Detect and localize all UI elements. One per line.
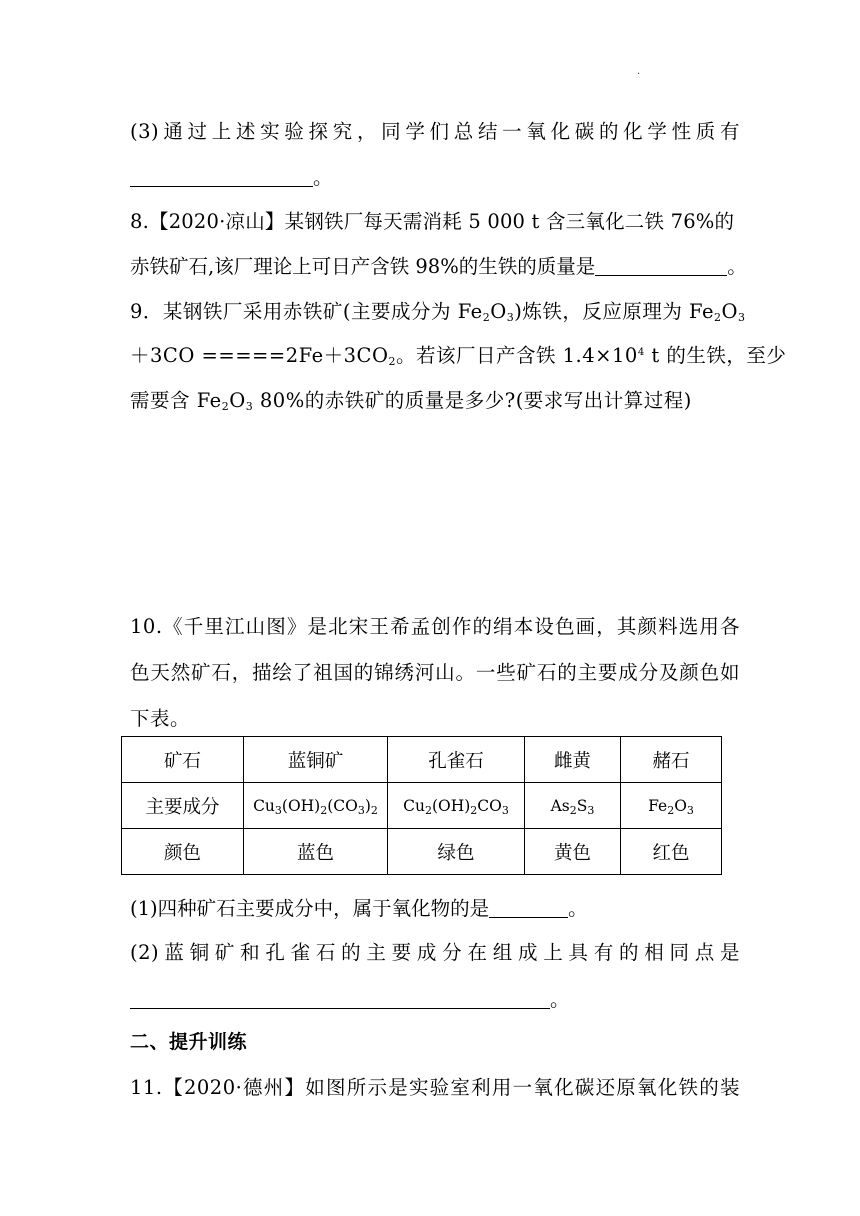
q8-line2-text: 赤铁矿石,该厂理论上可日产含铁 98%的生铁的质量是 [130,255,596,278]
q8-line2 [130,251,747,279]
q10-part1 [130,893,740,921]
cell-hematite-formula: $Fe_2O_3$ [621,783,722,829]
table-row-composition [122,783,722,829]
q9-line2: $+3CO =====2Fe+3CO_2$。若该厂日产含铁 $1.4\times 10^4$ t 的生铁，至少 [130,344,787,368]
table-row-minerals [122,737,722,783]
q8-line1: 8.【2020·凉山】某钢铁厂每天需消耗 5 000 t 含三氧化二铁 76%的 [130,210,735,233]
q10-part1-period: 。 [568,897,588,920]
q7-answer-blank[interactable] [130,167,313,188]
q10-part2-blank[interactable] [130,989,550,1010]
cell-hematite-color: 红色 [621,829,722,875]
q9-line3: 需要含 $Fe_2O_3$ 80%的赤铁矿的质量是多少?(要求写出计算过程) [130,389,692,413]
q7-period: 。 [313,166,334,189]
table-row-colors [122,829,722,875]
q10-part2-text: (2)蓝铜矿和孔雀石的主要成分在组成上具有的相同点是 [130,941,740,964]
cell-orpiment-formula: $As_2S_3$ [525,783,621,829]
cell-azurite: 蓝铜矿 [244,737,388,783]
section-title: 二、提升训练 [130,1031,248,1053]
cell-mineral-header: 矿石 [122,737,244,783]
q10-part1-text: (1)四种矿石主要成分中，属于氧化物的是 [130,897,490,920]
cell-composition-header: 主要成分 [122,783,244,829]
cell-color-header: 颜色 [122,829,244,875]
cell-azurite-color: 蓝色 [244,829,388,875]
q10-part2-answer-line [130,984,740,1012]
minerals-table [121,736,722,875]
cell-malachite: 孔雀石 [388,737,525,783]
cell-azurite-formula: $Cu_3(OH)_2(CO_3)_2$ [244,783,388,829]
q10-part2-period: 。 [550,988,571,1011]
q7-part3-text: (3)通过上述实验探究，同学们总结一氧化碳的化学性质有 [130,120,740,143]
q8-answer-blank[interactable] [595,256,727,277]
cell-hematite: 赭石 [621,737,722,783]
q11-line1: 11.【2020·德州】如图所示是实验室利用一氧化碳还原氧化铁的装 [130,1076,740,1099]
q10-line1: 10.《千里江山图》是北宋王希孟创作的绢本设色画，其颜料选用各 [130,615,740,638]
cell-orpiment: 雌黄 [525,737,621,783]
cell-orpiment-color: 黄色 [525,829,621,875]
q7-part3-answer-line [130,162,740,190]
q10-line3: 下表。 [130,707,191,730]
q10-line2: 色天然矿石，描绘了祖国的锦绣河山。一些矿石的主要成分及颜色如 [130,661,740,684]
page-dot: . [637,66,641,77]
cell-malachite-formula: $Cu_2(OH)_2CO_3$ [388,783,525,829]
q8-period: 。 [727,255,747,278]
q9-line1: 9．某钢铁厂采用赤铁矿(主要成分为 $Fe_2O_3$)炼铁，反应原理为 $Fe_2O_3$ [130,300,746,324]
q10-part1-blank[interactable] [489,898,568,919]
cell-malachite-color: 绿色 [388,829,525,875]
